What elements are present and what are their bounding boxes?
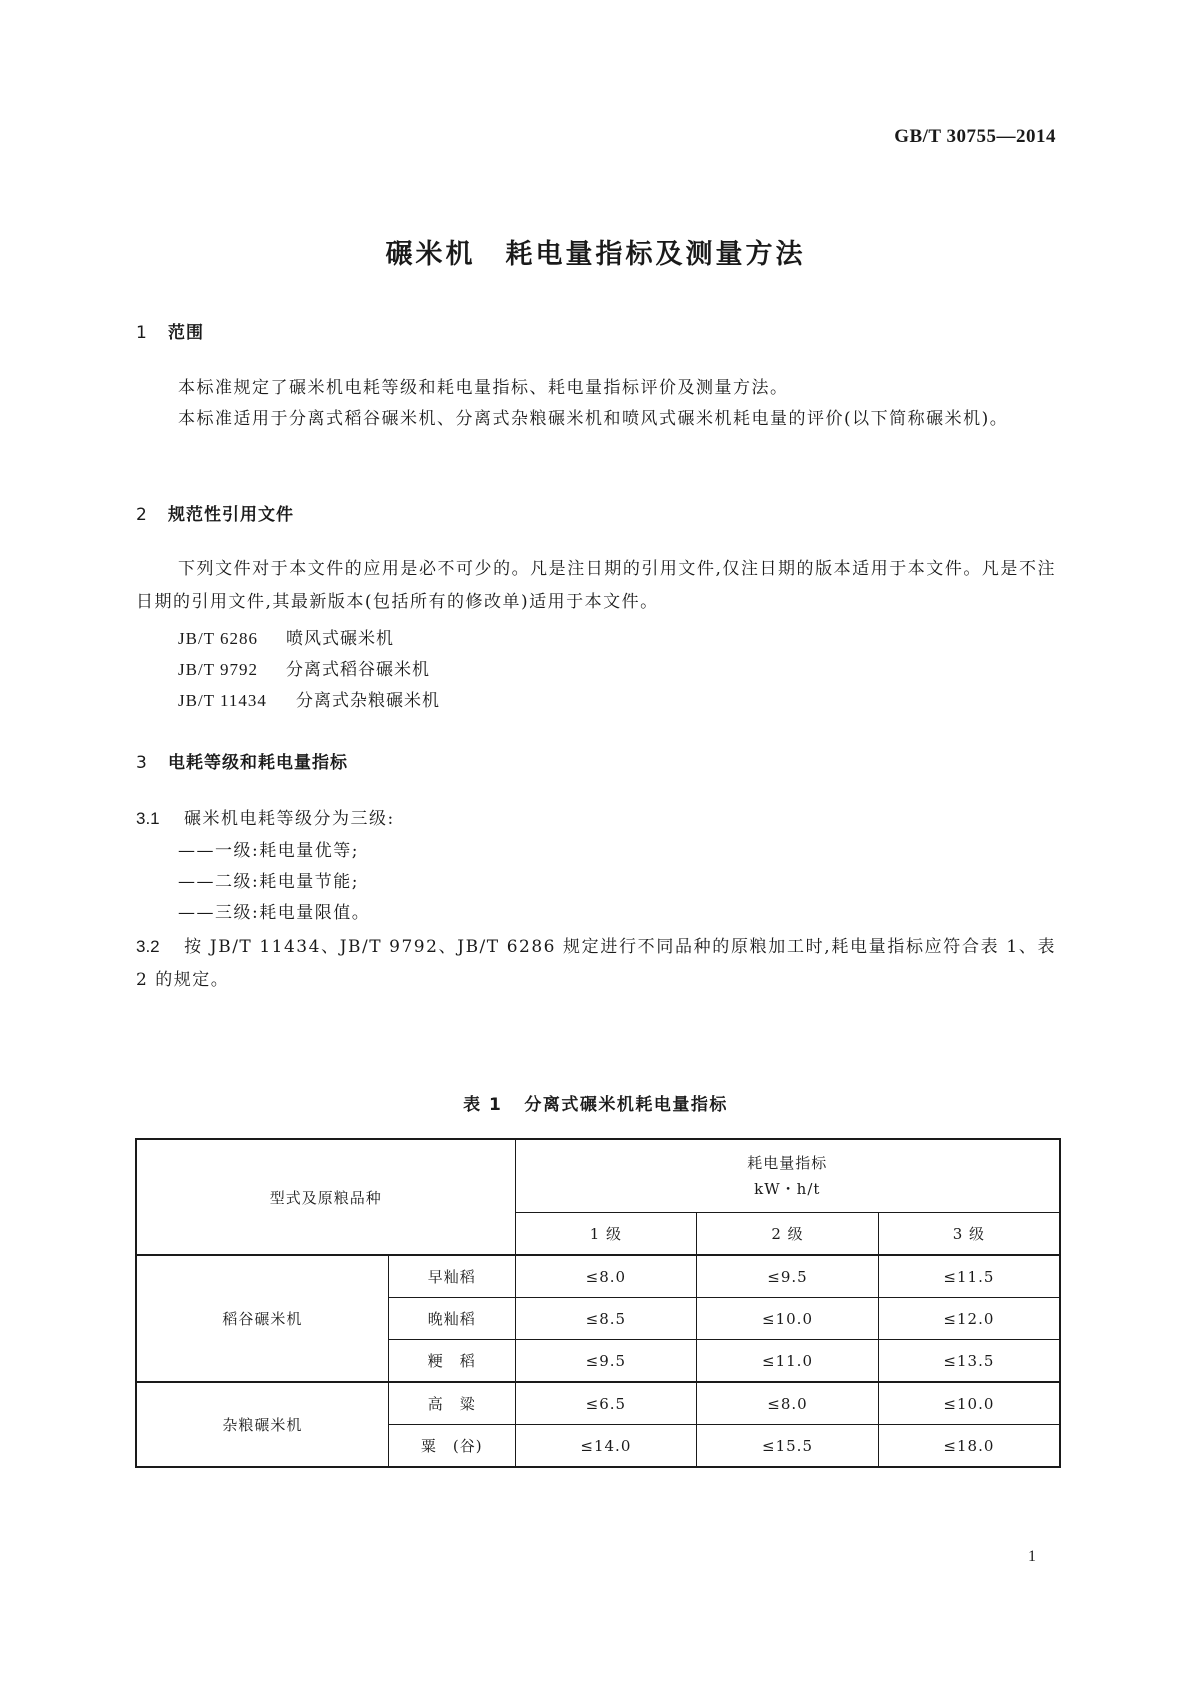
table-number: 表 1: [463, 1095, 503, 1115]
value-cell: ≤12.0: [878, 1298, 1060, 1340]
grain-cell: 高 粱: [388, 1382, 515, 1425]
grade-list-item: ——二级:耗电量节能;: [178, 872, 359, 892]
section-number: 1: [136, 323, 148, 343]
clause-number: 3.2: [136, 937, 160, 956]
table-caption: [0, 1090, 1191, 1115]
value-cell: ≤8.0: [515, 1255, 697, 1298]
header-unit-label: kW・h/t: [754, 1180, 821, 1198]
clause-text: 碾米机电耗等级分为三级:: [184, 809, 395, 829]
value-cell: ≤10.0: [697, 1298, 879, 1340]
value-cell: ≤11.0: [697, 1340, 879, 1383]
reference-code: JB/T 11434: [178, 691, 267, 710]
machine-type-cell: 杂粮碾米机: [136, 1382, 388, 1467]
page-number: 1: [1028, 1548, 1036, 1565]
section-title: 电耗等级和耗电量指标: [168, 753, 348, 773]
clause-3-2: [136, 930, 1056, 997]
paragraph: 下列文件对于本文件的应用是必不可少的。凡是注日期的引用文件,仅注日期的版本适用于本文件。凡是不注日期的引用文件,其最新版本(包括所有的修改单)适用于本文件。: [136, 559, 1056, 612]
energy-index-table: [135, 1138, 1061, 1468]
header-index-cell: [515, 1139, 1060, 1213]
table-title: 分离式碾米机耗电量指标: [524, 1095, 728, 1115]
grain-cell: 早籼稻: [388, 1255, 515, 1298]
section-title: 规范性引用文件: [168, 505, 294, 525]
section-3-heading: [136, 748, 348, 773]
table-header-row: [136, 1139, 1060, 1213]
value-cell: ≤18.0: [878, 1425, 1060, 1468]
section-number: 3: [136, 753, 148, 773]
value-cell: ≤9.5: [697, 1255, 879, 1298]
reference-code: JB/T 9792: [178, 660, 259, 679]
value-cell: ≤8.5: [515, 1298, 697, 1340]
clause-number: 3.1: [136, 809, 160, 828]
reference-item: [178, 686, 440, 711]
value-cell: ≤9.5: [515, 1340, 697, 1383]
section-number: 2: [136, 505, 148, 525]
reference-title: 分离式杂粮碾米机: [296, 691, 440, 711]
grade-header-cell: 2 级: [697, 1213, 879, 1256]
clause-text: 按 JB/T 11434、JB/T 9792、JB/T 6286 规定进行不同品种的原粮加工时,耗电量指标应符合表 1、表 2 的规定。: [136, 937, 1056, 990]
document-title: 碾米机 耗电量指标及测量方法: [385, 239, 806, 270]
paragraph: 本标准适用于分离式稻谷碾米机、分离式杂粮碾米机和喷风式碾米机耗电量的评价(以下简称碾米机)。: [178, 409, 1009, 429]
grade-header-cell: 3 级: [878, 1213, 1060, 1256]
grain-cell: 粟 (谷): [388, 1425, 515, 1468]
value-cell: ≤10.0: [878, 1382, 1060, 1425]
table-row: [136, 1255, 1060, 1298]
section-1-heading: [136, 318, 204, 343]
reference-title: 分离式稻谷碾米机: [286, 660, 430, 680]
value-cell: ≤11.5: [878, 1255, 1060, 1298]
value-cell: ≤15.5: [697, 1425, 879, 1468]
paragraph: 本标准规定了碾米机电耗等级和耗电量指标、耗电量指标评价及测量方法。: [178, 378, 789, 398]
value-cell: ≤8.0: [697, 1382, 879, 1425]
header-type-cell: 型式及原粮品种: [136, 1139, 515, 1255]
reference-item: [178, 624, 394, 649]
reference-item: [178, 655, 430, 680]
section-2-heading: [136, 500, 294, 525]
machine-type-cell: 稻谷碾米机: [136, 1255, 388, 1382]
value-cell: ≤6.5: [515, 1382, 697, 1425]
reference-code: JB/T 6286: [178, 629, 259, 648]
grade-list-item: ——一级:耗电量优等;: [178, 841, 359, 861]
grain-cell: 晚籼稻: [388, 1298, 515, 1340]
section-title: 范围: [168, 323, 204, 343]
grade-header-cell: 1 级: [515, 1213, 697, 1256]
table-row: [136, 1382, 1060, 1425]
reference-title: 喷风式碾米机: [286, 629, 394, 649]
grain-cell: 粳 稻: [388, 1340, 515, 1383]
grade-list-item: ——三级:耗电量限值。: [178, 903, 371, 923]
value-cell: ≤14.0: [515, 1425, 697, 1468]
standard-code: GB/T 30755—2014: [894, 126, 1056, 147]
value-cell: ≤13.5: [878, 1340, 1060, 1383]
clause-3-1: [136, 804, 395, 829]
header-index-label: 耗电量指标: [747, 1154, 828, 1172]
